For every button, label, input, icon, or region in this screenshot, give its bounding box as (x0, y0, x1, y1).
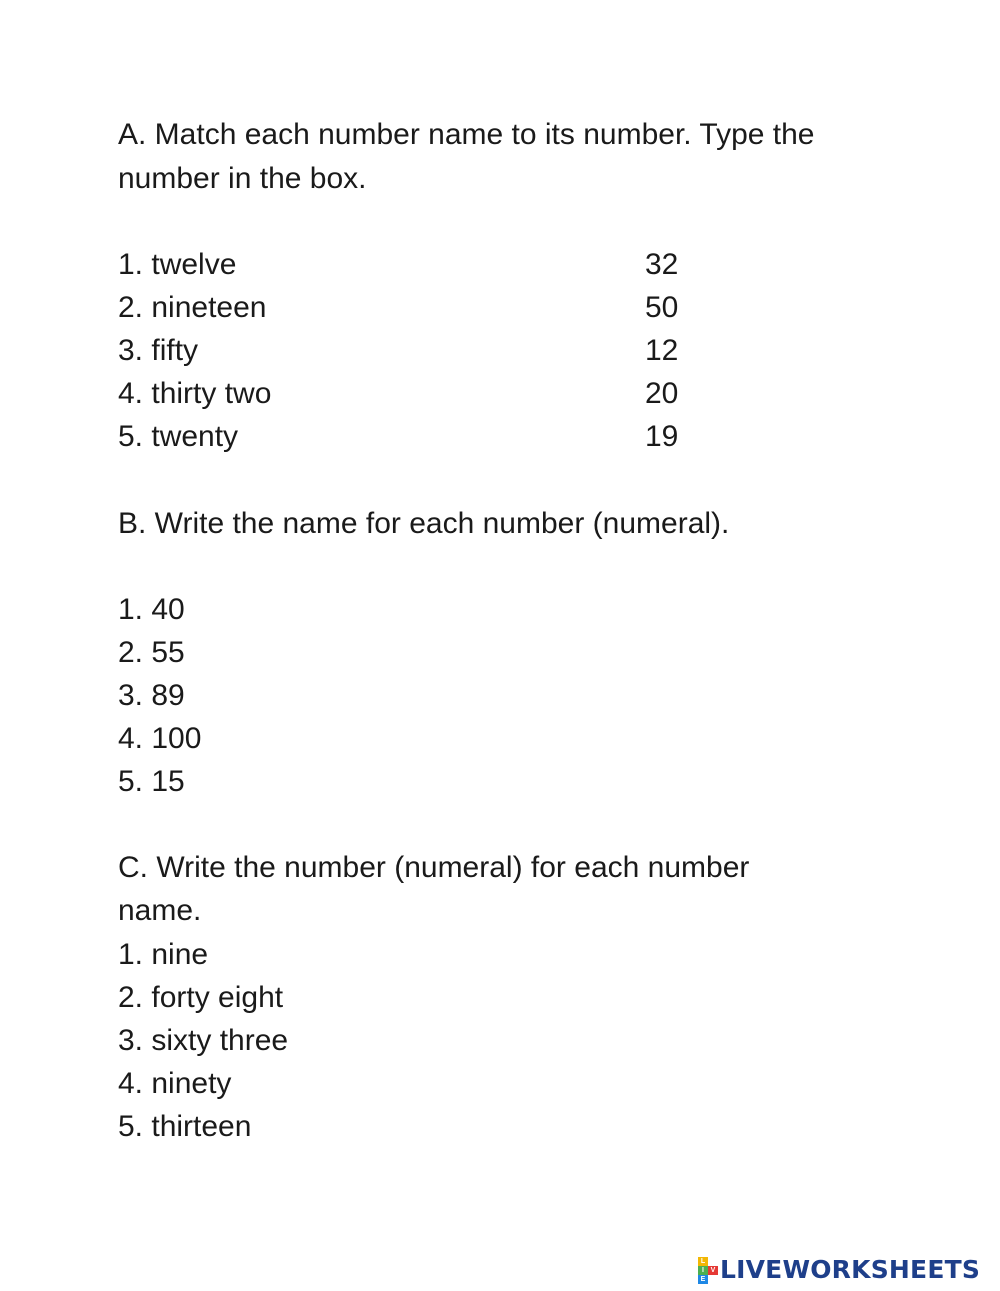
section-b-item: 4. 100 (118, 722, 202, 755)
logo-mark-tile: I (698, 1266, 708, 1275)
section-b-item: 1. 40 (118, 593, 185, 626)
section-c-item: 3. sixty three (118, 1024, 289, 1057)
section-b-item: 3. 89 (118, 679, 185, 712)
section-a-item-name: 3. fifty (118, 334, 199, 367)
logo-mark-tile (708, 1257, 718, 1266)
section-c-item: 4. ninety (118, 1067, 232, 1100)
section-a-item-number: 19 (645, 420, 679, 453)
section-c-item: 2. forty eight (118, 981, 284, 1014)
section-a-item-name: 5. twenty (118, 420, 239, 453)
logo-mark-tile: E (698, 1275, 708, 1284)
section-c-item: 5. thirteen (118, 1110, 252, 1143)
logo-mark-tile: L (698, 1257, 708, 1266)
logo-mark-icon (698, 1257, 718, 1284)
section-a-item-number: 32 (645, 248, 679, 281)
section-a-item-number: 20 (645, 377, 679, 410)
section-c-heading-line2: name. (118, 894, 202, 927)
section-b-heading: B. Write the name for each number (numeral). (118, 507, 730, 540)
section-c-heading-line1: C. Write the number (numeral) for each number (118, 851, 750, 884)
section-a-item-name: 2. nineteen (118, 291, 267, 324)
section-b-item: 2. 55 (118, 636, 185, 669)
logo-mark-tile: V (708, 1266, 718, 1275)
section-a-item-number: 12 (645, 334, 679, 367)
section-b-item: 5. 15 (118, 765, 185, 798)
logo-mark-tile (708, 1275, 718, 1284)
section-a-heading-line2: number in the box. (118, 162, 367, 195)
liveworksheets-logo[interactable] (698, 1252, 980, 1288)
section-a-item-number: 50 (645, 291, 679, 324)
section-a-heading-line1: A. Match each number name to its number. Type the (118, 118, 815, 151)
section-a-item-name: 4. thirty two (118, 377, 272, 410)
logo-text: LIVEWORKSHEETS (720, 1255, 981, 1284)
section-a-item-name: 1. twelve (118, 248, 237, 281)
section-c-item: 1. nine (118, 938, 209, 971)
